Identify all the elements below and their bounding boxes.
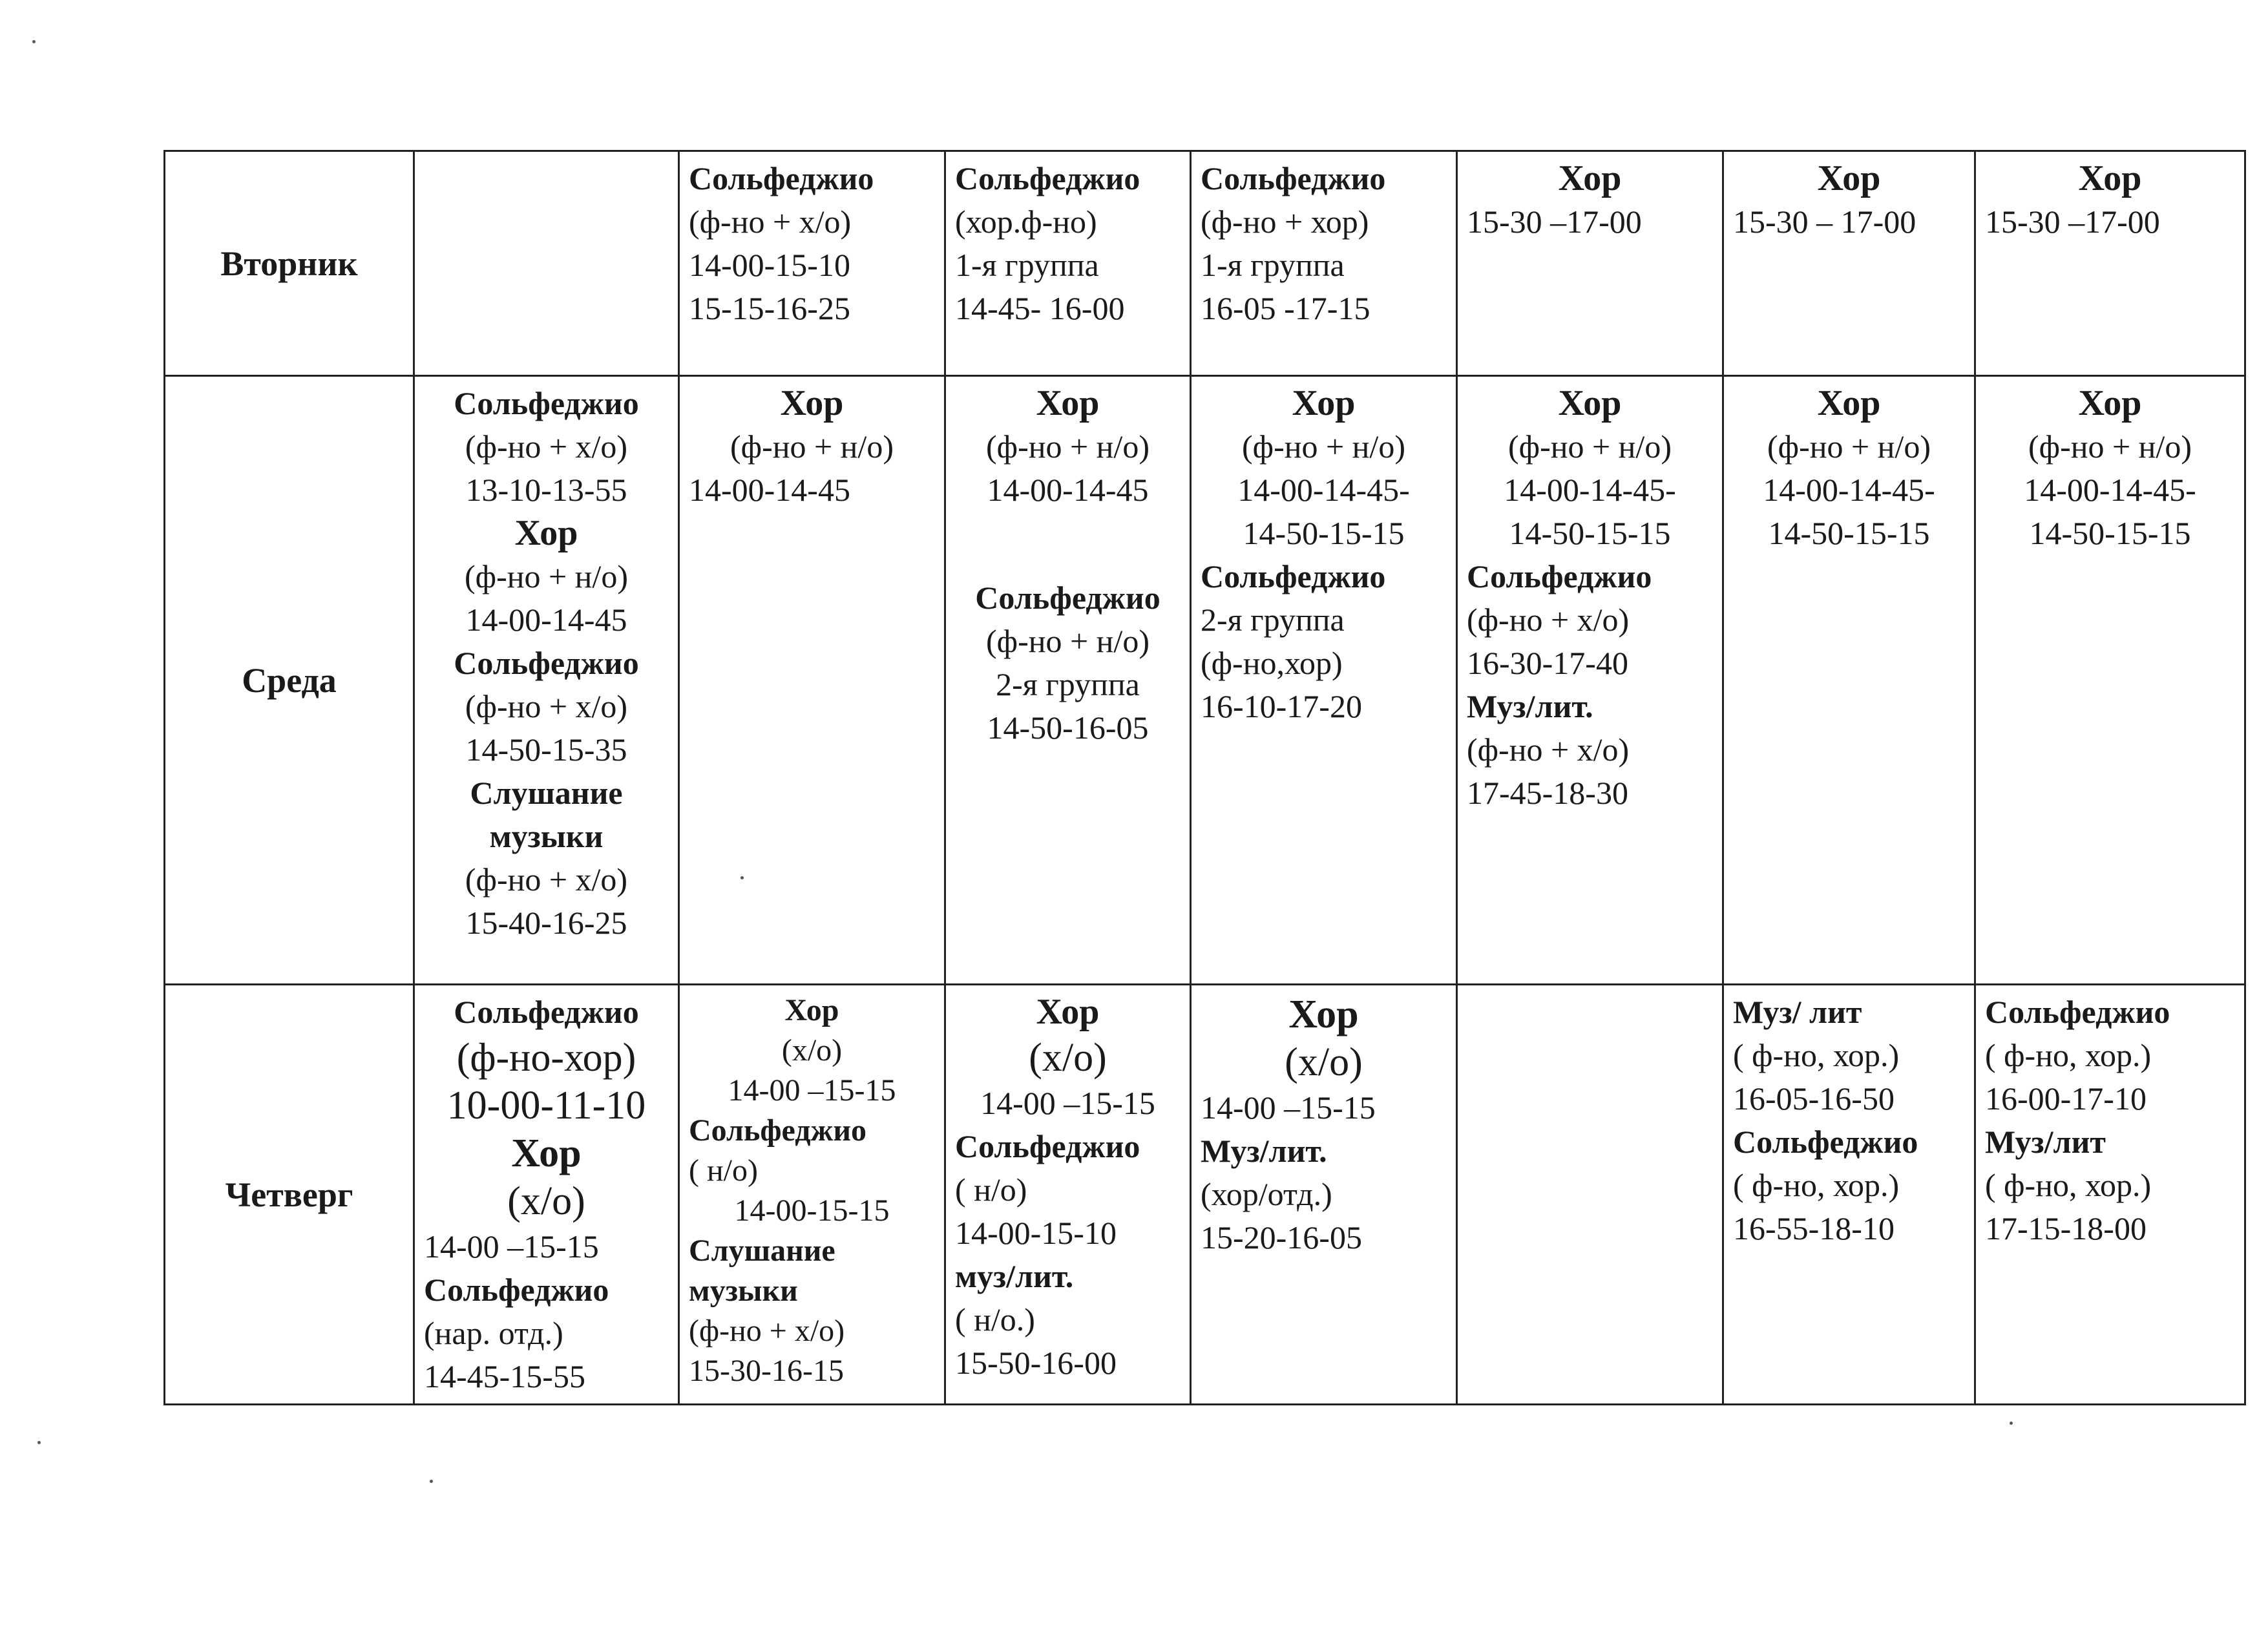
subject-name: Хор xyxy=(2078,158,2142,198)
class-detail: 17-45-18-30 xyxy=(1467,775,1628,811)
class-detail: 14-00-14-45- xyxy=(1763,472,1935,508)
subject-name: Хор xyxy=(1036,383,1100,423)
class-detail: (ф-но + х/о) xyxy=(1467,731,1630,768)
class-detail: (ф-но + х/о) xyxy=(689,204,852,240)
scan-speck xyxy=(2010,1422,2013,1425)
class-detail: ( н/о) xyxy=(955,1171,1027,1208)
class-detail: 15-50-16-00 xyxy=(955,1345,1117,1381)
class-detail: (ф-но + х/о) xyxy=(465,688,628,724)
schedule-cell xyxy=(1975,151,2245,376)
day-label: Вторник xyxy=(165,151,414,376)
class-detail: 14-00-14-45- xyxy=(1504,472,1676,508)
schedule-cell xyxy=(679,151,945,376)
class-detail: 15-30 – 17-00 xyxy=(1733,204,1916,240)
scan-speck xyxy=(740,876,744,879)
class-detail: (ф-но + н/о) xyxy=(1767,428,1931,465)
subject-name: Сольфеджио xyxy=(689,1113,866,1148)
subject-name: Слушание xyxy=(689,1234,835,1268)
schedule-cell xyxy=(1723,151,1975,376)
class-detail: 13-10-13-55 xyxy=(465,472,627,508)
class-detail: ( ф-но, хор.) xyxy=(1733,1167,1900,1203)
subject-name: Хор xyxy=(1817,158,1881,198)
class-detail: 14-00-14-45 xyxy=(987,472,1149,508)
subject-name: Сольфеджио xyxy=(424,1272,609,1308)
subject-name: Хор xyxy=(2078,383,2142,423)
subject-name: Сольфеджио xyxy=(1201,558,1386,594)
class-detail: 17-15-18-00 xyxy=(1985,1210,2147,1246)
schedule-table xyxy=(163,150,2246,1405)
class-detail: ( ф-но, хор.) xyxy=(1985,1037,2152,1073)
class-detail: 14-00 –15-15 xyxy=(728,1073,896,1108)
day-label: Среда xyxy=(165,376,414,985)
row-thursday xyxy=(165,985,2245,1405)
class-detail: (х/о) xyxy=(1285,1040,1363,1084)
subject-name: Хор xyxy=(1288,993,1359,1036)
class-detail: 15-20-16-05 xyxy=(1201,1219,1362,1255)
class-detail: (х/о) xyxy=(781,1033,843,1067)
subject-name: музыки xyxy=(689,1274,798,1308)
class-detail: ( ф-но, хор.) xyxy=(1985,1167,2152,1203)
subject-name: Хор xyxy=(780,383,844,423)
subject-name: Сольфеджио xyxy=(454,994,639,1030)
class-detail: 15-30-16-15 xyxy=(689,1354,844,1388)
subject-name: Муз/лит. xyxy=(1467,688,1593,724)
class-detail: 14-00-14-45- xyxy=(1237,472,1410,508)
class-detail: 14-00-15-10 xyxy=(955,1215,1117,1251)
subject-name: Сольфеджио xyxy=(454,645,639,681)
class-detail: 16-05 -17-15 xyxy=(1201,290,1370,326)
class-detail: 14-00-15-10 xyxy=(689,247,850,283)
schedule-cell xyxy=(1723,985,1975,1405)
class-detail: (ф-но-хор) xyxy=(456,1036,636,1080)
schedule-cell xyxy=(1457,376,1723,985)
class-detail: (х/о) xyxy=(507,1179,585,1223)
class-detail: 15-40-16-25 xyxy=(465,905,627,941)
class-detail: 14-45-15-55 xyxy=(424,1358,585,1394)
class-detail: 14-00 –15-15 xyxy=(424,1228,599,1265)
schedule-cell xyxy=(945,376,1191,985)
class-detail: (ф-но + х/о) xyxy=(1467,602,1630,638)
schedule-cell xyxy=(1457,151,1723,376)
class-detail: 14-00-14-45- xyxy=(2024,472,2196,508)
subject-name: Сольфеджио xyxy=(955,1128,1140,1164)
class-detail: (ф-но + хор) xyxy=(1201,204,1369,240)
schedule-cell xyxy=(1723,376,1975,985)
schedule-cell xyxy=(1457,985,1723,1405)
schedule-cell xyxy=(1975,376,2245,985)
subject-name: Хор xyxy=(514,513,578,553)
class-detail: 16-55-18-10 xyxy=(1733,1210,1895,1246)
class-detail: (ф-но + х/о) xyxy=(465,861,628,898)
subject-name: Сольфеджио xyxy=(1733,1124,1918,1160)
subject-name: Муз/ лит xyxy=(1733,994,1862,1030)
scan-speck xyxy=(430,1480,433,1483)
class-detail: (ф-но + х/о) xyxy=(689,1314,845,1348)
row-tuesday xyxy=(165,151,2245,376)
class-detail: 15-15-16-25 xyxy=(689,290,850,326)
subject-name: Сольфеджио xyxy=(689,160,874,196)
schedule-cell xyxy=(1191,376,1457,985)
subject-name: Сольфеджио xyxy=(1985,994,2170,1030)
cell-spacer xyxy=(955,512,1181,576)
class-detail: 16-30-17-40 xyxy=(1467,645,1628,681)
schedule-cell xyxy=(414,376,679,985)
class-detail: ( н/о.) xyxy=(955,1301,1035,1338)
class-detail: (ф-но + н/о) xyxy=(1508,428,1672,465)
class-detail: 14-00 –15-15 xyxy=(980,1085,1155,1121)
subject-name: Слушание xyxy=(470,775,623,811)
class-detail: (ф-но + н/о) xyxy=(986,623,1150,659)
schedule-cell xyxy=(679,985,945,1405)
subject-name: Хор xyxy=(511,1131,582,1175)
class-detail: 16-10-17-20 xyxy=(1201,688,1362,724)
class-detail: 14-50-15-15 xyxy=(1509,515,1671,551)
class-detail: 14-00 –15-15 xyxy=(1201,1089,1376,1126)
subject-name: муз/лит. xyxy=(955,1258,1074,1294)
subject-name: Хор xyxy=(1558,383,1622,423)
subject-name: Сольфеджио xyxy=(955,160,1140,196)
subject-name: Хор xyxy=(1036,992,1100,1032)
class-detail: 14-50-15-35 xyxy=(465,731,627,768)
schedule-cell xyxy=(1191,985,1457,1405)
class-detail: 14-00-14-45 xyxy=(689,472,850,508)
subject-name: Сольфеджио xyxy=(1201,160,1386,196)
subject-name: Хор xyxy=(784,993,839,1027)
class-detail: 1-я группа xyxy=(955,247,1099,283)
class-detail: 16-05-16-50 xyxy=(1733,1080,1895,1117)
schedule-cell xyxy=(945,985,1191,1405)
class-detail: 10-00-11-10 xyxy=(446,1084,646,1128)
schedule-cell xyxy=(945,151,1191,376)
class-detail: 16-00-17-10 xyxy=(1985,1080,2147,1117)
class-detail: 14-50-15-15 xyxy=(1768,515,1930,551)
scan-speck xyxy=(37,1441,41,1444)
subject-name: Сольфеджио xyxy=(454,385,639,421)
class-detail: (хор/отд.) xyxy=(1201,1176,1332,1212)
class-detail: 2-я группа xyxy=(996,666,1140,702)
row-wednesday xyxy=(165,376,2245,985)
schedule-cell xyxy=(1975,985,2245,1405)
schedule-cell xyxy=(679,376,945,985)
scan-speck xyxy=(32,40,36,43)
subject-name: Хор xyxy=(1292,383,1356,423)
class-detail: (ф-но + н/о) xyxy=(2028,428,2192,465)
class-detail: (ф-но + н/о) xyxy=(1242,428,1405,465)
subject-name: музыки xyxy=(489,818,604,854)
subject-name: Сольфеджио xyxy=(1467,558,1652,594)
schedule-cell xyxy=(1191,151,1457,376)
class-detail: 14-50-15-15 xyxy=(1243,515,1405,551)
class-detail: (х/о) xyxy=(1029,1036,1107,1080)
subject-name: Хор xyxy=(1817,383,1881,423)
subject-name: Хор xyxy=(1558,158,1622,198)
class-detail: (хор.ф-но) xyxy=(955,204,1097,240)
class-detail: (ф-но,хор) xyxy=(1201,645,1343,681)
class-detail: 14-50-15-15 xyxy=(2029,515,2191,551)
class-detail: 14-45- 16-00 xyxy=(955,290,1125,326)
class-detail: 14-00-15-15 xyxy=(734,1193,890,1228)
class-detail: ( н/о) xyxy=(689,1153,758,1188)
class-detail: (ф-но + н/о) xyxy=(730,428,894,465)
class-detail: 15-30 –17-00 xyxy=(1985,204,2160,240)
day-label: Четверг xyxy=(165,985,414,1405)
class-detail: 2-я группа xyxy=(1201,602,1345,638)
class-detail: (ф-но + н/о) xyxy=(465,558,628,594)
class-detail: (ф-но + х/о) xyxy=(465,428,628,465)
schedule-cell xyxy=(414,151,679,376)
class-detail: 15-30 –17-00 xyxy=(1467,204,1642,240)
class-detail: 1-я группа xyxy=(1201,247,1345,283)
class-detail: 14-00-14-45 xyxy=(465,602,627,638)
class-detail: 14-50-16-05 xyxy=(987,709,1149,746)
class-detail: (ф-но + н/о) xyxy=(986,428,1150,465)
subject-name: Сольфеджио xyxy=(975,580,1160,616)
schedule-cell xyxy=(414,985,679,1405)
class-detail: (нар. отд.) xyxy=(424,1315,563,1351)
class-detail: ( ф-но, хор.) xyxy=(1733,1037,1900,1073)
subject-name: Муз/лит. xyxy=(1201,1133,1327,1169)
subject-name: Муз/лит xyxy=(1985,1124,2106,1160)
